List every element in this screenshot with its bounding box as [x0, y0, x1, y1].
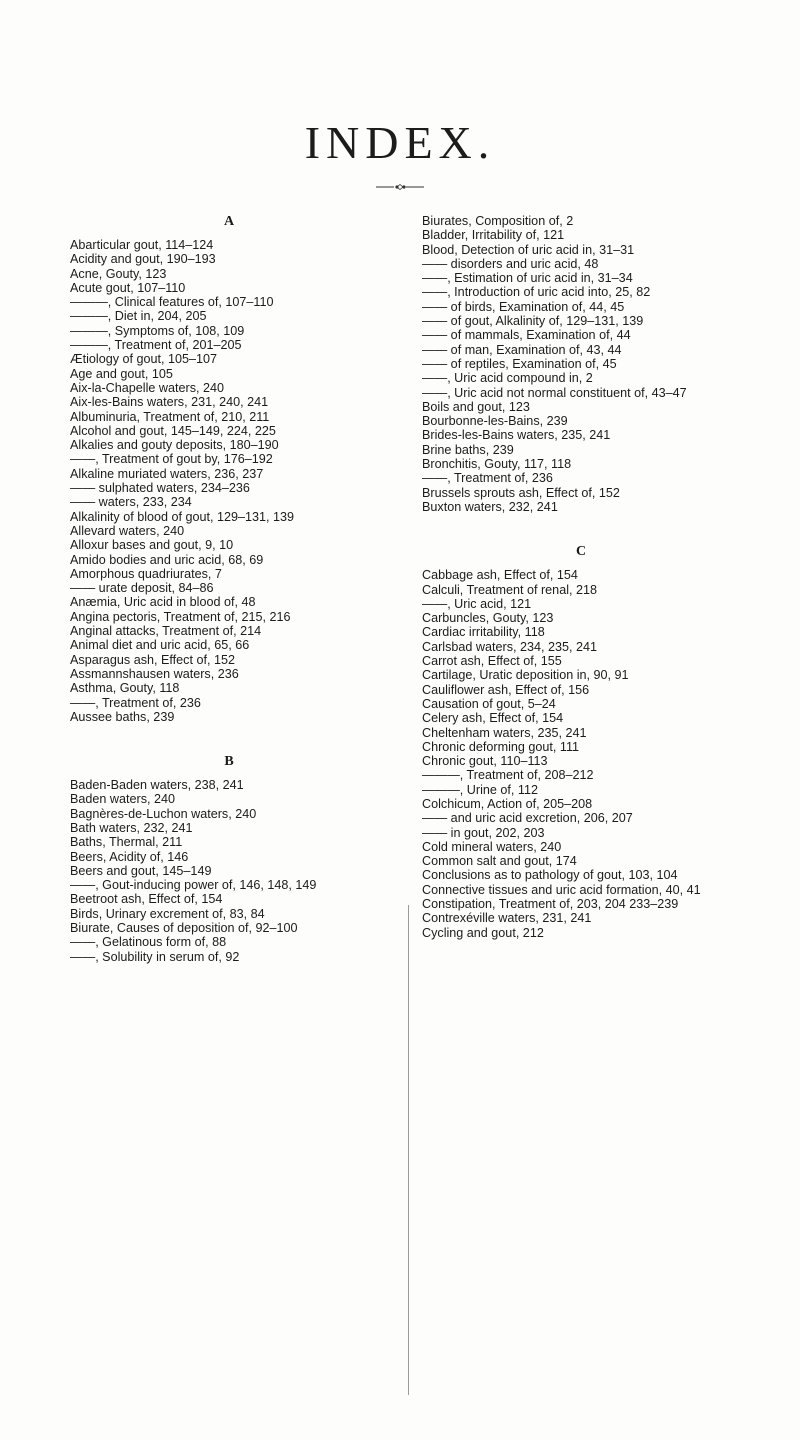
index-section [422, 544, 740, 940]
index-entry: Connective tissues and uric acid formation, 40, 41 [422, 882, 701, 897]
index-entry: Angina pectoris, Treatment of, 215, 216 [70, 609, 291, 624]
index-entry: Cauliflower ash, Effect of, 156 [422, 682, 590, 697]
index-entry: Chronic gout, 110–113 [422, 754, 548, 769]
index-entry: Brine baths, 239 [422, 442, 514, 457]
index-entry: Colchicum, Action of, 205–208 [422, 796, 593, 811]
index-entry: Celery ash, Effect of, 154 [422, 711, 564, 726]
page-title: INDEX. [304, 117, 496, 168]
index-entry: Brussels sprouts ash, Effect of, 152 [422, 485, 620, 500]
index-section [422, 214, 740, 514]
index-entry: Beers and gout, 145–149 [70, 863, 212, 878]
index-entry: Carrot ash, Effect of, 155 [422, 654, 562, 669]
index-entry: Chronic deforming gout, 111 [422, 739, 580, 754]
index-entry: Beetroot ash, Effect of, 154 [70, 892, 223, 907]
index-entry: Albuminuria, Treatment of, 210, 211 [70, 409, 270, 424]
index-entry: Biurates, Composition of, 2 [422, 214, 574, 228]
index-entry: Cycling and gout, 212 [422, 925, 544, 940]
index-entry: Aix-les-Bains waters, 231, 240, 241 [70, 395, 269, 410]
section-letter: A [223, 214, 235, 229]
index-entry: Animal diet and uric acid, 65, 66 [70, 638, 250, 653]
index-entry: Bath waters, 232, 241 [70, 820, 193, 835]
index-entry: ——, Estimation of uric acid in, 31–34 [422, 271, 633, 286]
index-entry: —— of reptiles, Examination of, 45 [422, 356, 617, 371]
index-entry: Bagnères-de-Luchon waters, 240 [70, 806, 257, 821]
index-entry: Acute gout, 107–110 [70, 280, 186, 295]
index-entry: Buxton waters, 232, 241 [422, 499, 558, 514]
index-entry: ——, Uric acid compound in, 2 [422, 371, 593, 386]
index-entry: —— of man, Examination of, 43, 44 [422, 342, 622, 357]
index-entry: Anæmia, Uric acid in blood of, 48 [70, 595, 256, 610]
index-entry: Ætiology of gout, 105–107 [70, 352, 218, 367]
index-entry: Alkalinity of blood of gout, 129–131, 139 [70, 509, 295, 524]
index-entry: Allevard waters, 240 [70, 523, 185, 538]
index-entry: Blood, Detection of uric acid in, 31–31 [422, 242, 635, 257]
index-entry: Asparagus ash, Effect of, 152 [70, 652, 235, 667]
index-entry: Conclusions as to pathology of gout, 103, 104 [422, 868, 678, 883]
index-entry: ——, Treatment of gout by, 176–192 [70, 452, 273, 467]
column-divider [408, 905, 409, 1395]
index-entry: Carbuncles, Gouty, 123 [422, 611, 554, 626]
index-entry: Baden-Baden waters, 238, 241 [70, 778, 244, 793]
index-entry: Brides-les-Bains waters, 235, 241 [422, 428, 611, 443]
index-entry: ——, Treatment of, 236 [70, 695, 201, 710]
index-entry: Acidity and gout, 190–193 [70, 252, 216, 267]
index-entry: —— of mammals, Examination of, 44 [422, 328, 631, 343]
index-entry: Amorphous quadriurates, 7 [70, 566, 222, 581]
index-entry: Asthma, Gouty, 118 [70, 681, 180, 696]
index-entry: ——, Uric acid, 121 [422, 596, 532, 611]
index-entry: —— of gout, Alkalinity of, 129–131, 139 [422, 314, 644, 329]
index-entry: Anginal attacks, Treatment of, 214 [70, 624, 262, 639]
index-entry: Constipation, Treatment of, 203, 204 233–239 [422, 897, 679, 912]
index-entry: Biurate, Causes of deposition of, 92–100 [70, 921, 298, 936]
index-entry: Causation of gout, 5–24 [422, 696, 556, 711]
section-letter: C [575, 544, 587, 560]
index-entry: Cheltenham waters, 235, 241 [422, 725, 587, 740]
title-ornament-icon [376, 184, 424, 190]
index-entry: Bourbonne-les-Bains, 239 [422, 414, 568, 429]
index-entry: ——, Treatment of, 236 [422, 471, 553, 486]
index-entry: Age and gout, 105 [70, 366, 173, 381]
index-entry: ———, Urine of, 112 [422, 782, 538, 797]
index-entry: Alkalies and gouty deposits, 180–190 [70, 438, 279, 453]
index-entry: —— sulphated waters, 234–236 [70, 481, 250, 496]
left-column [70, 214, 388, 964]
index-entry: ———, Treatment of, 201–205 [70, 338, 242, 353]
index-entry: Amido bodies and uric acid, 68, 69 [70, 552, 264, 567]
index-entry: Assmannshausen waters, 236 [70, 666, 239, 681]
index-entry: Calculi, Treatment of renal, 218 [422, 582, 598, 597]
index-entry: Abarticular gout, 114–124 [70, 238, 214, 252]
index-entry: Aix-la-Chapelle waters, 240 [70, 380, 224, 395]
index-entry: Beers, Acidity of, 146 [70, 849, 189, 864]
index-entry: Aussee baths, 239 [70, 709, 175, 724]
index-entry: ———, Symptoms of, 108, 109 [70, 323, 245, 338]
index-entry: —— and uric acid excretion, 206, 207 [422, 811, 633, 826]
index-entry: Cardiac irritability, 118 [422, 625, 545, 640]
index-entry: —— disorders and uric acid, 48 [422, 256, 599, 271]
index-entry: ——, Solubility in serum of, 92 [70, 949, 240, 964]
index-entry: Boils and gout, 123 [422, 399, 530, 414]
index-entry: Baden waters, 240 [70, 792, 176, 807]
index-entry: Alkaline muriated waters, 236, 237 [70, 466, 264, 481]
index-entry: —— waters, 233, 234 [70, 495, 192, 510]
index-entry: ——, Gelatinous form of, 88 [70, 935, 227, 950]
index-entry: Cabbage ash, Effect of, 154 [422, 568, 578, 583]
index-entry: Alloxur bases and gout, 9, 10 [70, 538, 234, 553]
right-column [422, 214, 740, 940]
index-entry: ——, Introduction of uric acid into, 25, 82 [422, 285, 651, 300]
section-letter: B [224, 754, 234, 770]
index-entry: —— in gout, 202, 203 [422, 825, 545, 840]
index-entry: Cartilage, Uratic deposition in, 90, 91 [422, 668, 629, 683]
index-entry: ———, Clinical features of, 107–110 [70, 295, 274, 310]
index-entry: Alcohol and gout, 145–149, 224, 225 [70, 423, 276, 438]
index-entry: ——, Gout-inducing power of, 146, 148, 149 [70, 878, 317, 893]
index-entry: Birds, Urinary excrement of, 83, 84 [70, 906, 265, 921]
index-entry: Cold mineral waters, 240 [422, 839, 562, 854]
index-entry: Bladder, Irritability of, 121 [422, 228, 565, 243]
index-entry: Carlsbad waters, 234, 235, 241 [422, 639, 598, 654]
index-entry: Common salt and gout, 174 [422, 854, 577, 869]
index-entry: ———, Diet in, 204, 205 [70, 309, 207, 324]
index-entry: Acne, Gouty, 123 [70, 266, 167, 281]
index-entry: —— of birds, Examination of, 44, 45 [422, 299, 625, 314]
index-entry: ———, Treatment of, 208–212 [422, 768, 594, 783]
index-entry: Contrexéville waters, 231, 241 [422, 911, 592, 926]
index-entry: Baths, Thermal, 211 [70, 835, 183, 850]
index-section [70, 214, 388, 724]
index-entry: Bronchitis, Gouty, 117, 118 [422, 457, 572, 472]
index-entry: ——, Uric acid not normal constituent of, 43–47 [422, 385, 687, 400]
index-entry: —— urate deposit, 84–86 [70, 581, 214, 596]
index-section [70, 754, 388, 964]
